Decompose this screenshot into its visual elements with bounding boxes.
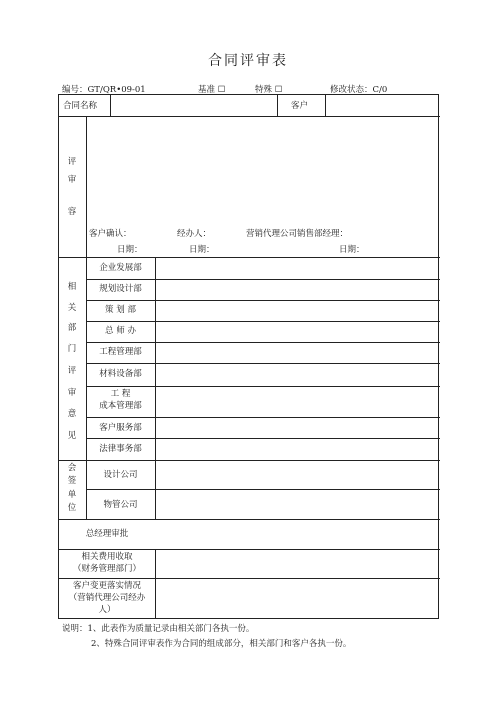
contract-name-field[interactable] [111,96,276,115]
dept-customer-service: 客户服务部 [99,423,142,433]
customer-date-label: 日期： [117,245,143,255]
gm-approval-field[interactable] [156,520,438,548]
countersign-side-label-4: 位 [67,503,77,513]
fees-label-line1: 相关费用收取 [81,552,133,562]
dept-engineering-cost-line1: 工 程 [110,389,131,399]
dept-materials-equipment: 材料设备部 [99,369,142,379]
property-company-label: 物管公司 [103,500,138,510]
customer-label: 客户 [291,101,309,111]
dept-side-label-8: 见 [67,431,77,441]
dept-side-label-6: 审 [67,388,77,398]
countersign-side-label-2: 签 [67,476,77,486]
dept-side-label-2: 关 [67,303,77,313]
changes-label-line1: 客户变更落实情况 [72,581,141,591]
form-code: 编号：GT/QR•09-01 [62,85,146,95]
dept-engineering-management: 工程管理部 [99,347,142,357]
handler-date-label: 日期： [189,245,215,255]
sales-manager-label: 营销代理公司销售部经理： [246,229,349,239]
review-side-label-4: 容 [67,207,77,217]
review-content-area[interactable] [87,117,439,225]
changes-label-line2: （营销代理公司经办 [68,593,146,603]
basis-checkbox-label[interactable]: 基准 ☐ [198,85,226,95]
special-checkbox-label[interactable]: 特殊 ☐ [255,85,283,95]
dept-strategy-planning: 策 划 部 [105,305,136,315]
gm-approval-label: 总经理审批 [85,529,129,539]
dept-legal-affairs: 法律事务部 [99,444,142,454]
dept-side-label-3: 部 [67,323,77,333]
manager-date-label: 日期： [339,245,365,255]
handler-label: 经办人： [177,229,212,239]
dept-chief-engineer-office: 总 师 办 [105,326,136,336]
countersign-side-label-1: 会 [67,463,77,473]
customer-confirm-label: 客户确认： [89,229,132,239]
contract-name-label: 合同名称 [63,101,98,111]
countersign-side-label-3: 单 [67,490,77,500]
note-line-2: 2、特殊合同评审表作为合同的组成部分，相关部门和客户各执一份。 [91,639,352,649]
review-form-table [58,94,439,619]
review-side-label-2: 审 [67,175,77,185]
dept-engineering-cost-line2: 成本管理部 [99,401,142,411]
dept-side-label-1: 相 [67,282,77,292]
dept-side-label-4: 门 [67,344,77,354]
design-company-label: 设计公司 [103,470,138,480]
dept-side-label-7: 意 [67,409,77,419]
review-side-label-1: 评 [67,157,77,167]
dept-side-label-5: 评 [67,366,77,376]
dept-enterprise-development: 企业发展部 [99,263,142,273]
customer-field[interactable] [326,96,438,115]
note-line-1: 说明：1、此表作为质量记录由相关部门各执一份。 [62,624,255,634]
changes-label-line3: 人） [98,605,116,615]
fees-label-line2: （财务管理部门） [72,564,141,574]
revision-status: 修改状态：C/0 [330,85,388,95]
dept-planning-design: 规划设计部 [99,284,142,294]
form-title: 合同评审表 [208,53,288,69]
